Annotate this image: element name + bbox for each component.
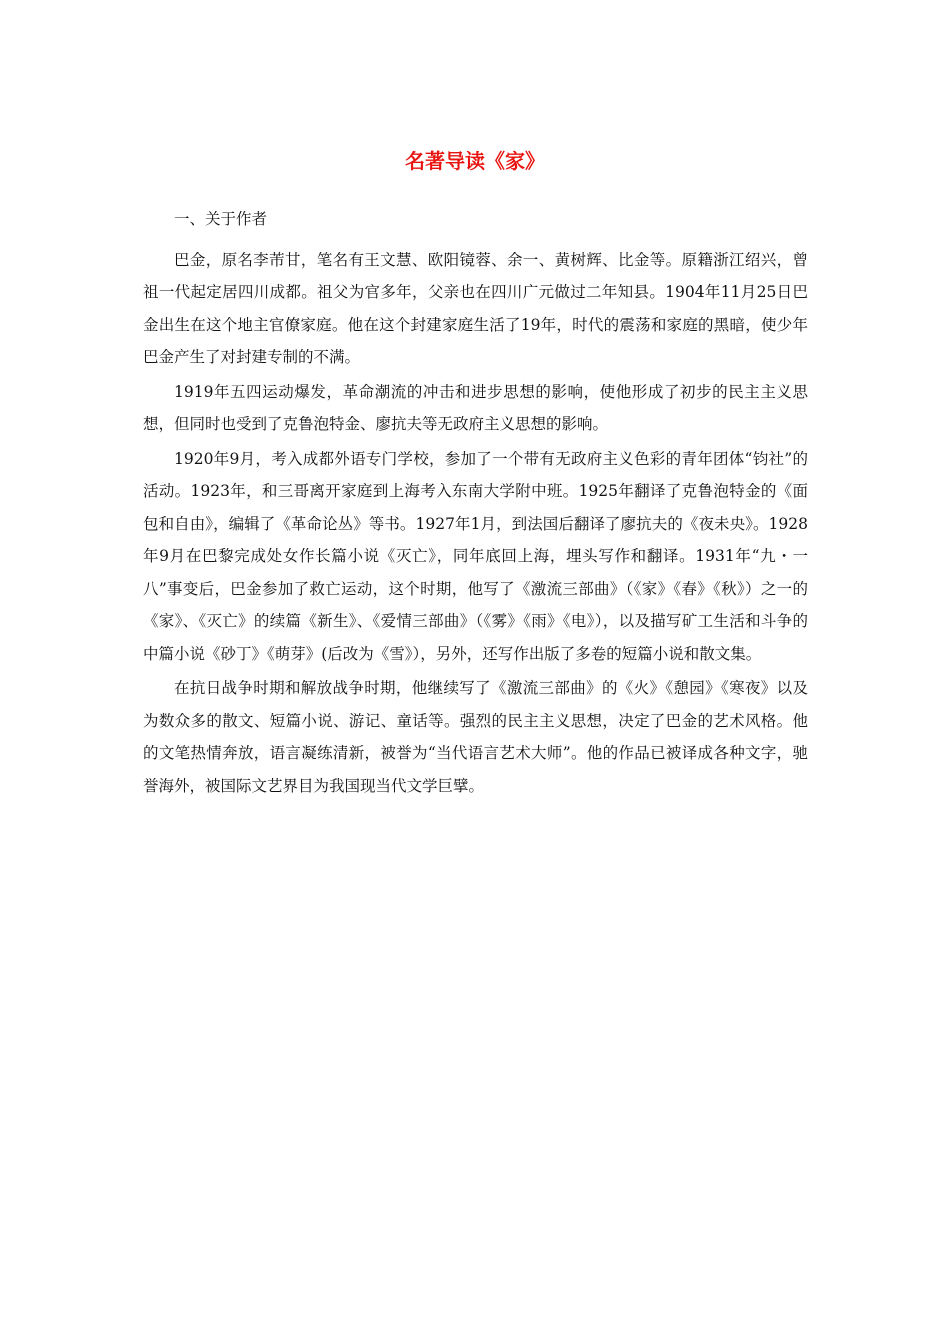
document-body bbox=[143, 203, 808, 804]
document-title: 名著导读《家》 bbox=[405, 149, 545, 173]
section-heading: 一、关于作者 bbox=[174, 210, 268, 228]
paragraph-early-life: 巴金，原名李芾甘，笔名有王文慧、欧阳镜蓉、余一、黄树辉、比金等。原籍浙江绍兴，曾祖一代起定居四川成都。祖父为官多年，父亲也在四川广元做过二年知县。1904年11月25日巴金出生在这个地主官僚家庭。他在这个封建家庭生活了19年，时代的震荡和家庭的黑暗，使少年巴金产生了对封建专制的不满。 bbox=[143, 250, 808, 366]
paragraph-may-fourth: 1919年五四运动爆发，革命潮流的冲击和进步思想的影响，使他形成了初步的民主主义思想，但同时也受到了克鲁泡特金、廖抗夫等无政府主义思想的影响。 bbox=[143, 382, 808, 433]
paragraph-career: 1920年9月，考入成都外语专门学校，参加了一个带有无政府主义色彩的青年团体“钧社”的活动。1923年，和三哥离开家庭到上海考入东南大学附中班。1925年翻译了克鲁泡特金的《面包和自由》，编辑了《革命论丛》等书。1927年1月，到法国后翻译了廖抗夫的《夜未央》。1928年9月在巴黎完成处女作长篇小说《灭亡》，同年底回上海，埋头写作和翻译。1931年“九・一八”事变后，巴金参加了救亡运动，这个时期，他写了《激流三部曲》（《家》《春》《秋》）之一的《家》、《灭亡》的续篇《新生》、《爱情三部曲》（《雾》《雨》《电》），以及描写矿工生活和斗争的中篇小说《砂丁》《萌芽》(后改为《雪》），另外，还写作出版了多卷的短篇小说和散文集。 bbox=[143, 449, 808, 663]
paragraph-later-works: 在抗日战争时期和解放战争时期，他继续写了《激流三部曲》的《火》《憩园》《寒夜》以及为数众多的散文、短篇小说、游记、童话等。强烈的民主主义思想，决定了巴金的艺术风格。他的文笔热情奔放，语言凝练清新，被誉为“当代语言艺术大师”。他的作品已被译成各种文字，驰誉海外，被国际文艺界目为我国现当代文学巨擘。 bbox=[143, 679, 808, 795]
